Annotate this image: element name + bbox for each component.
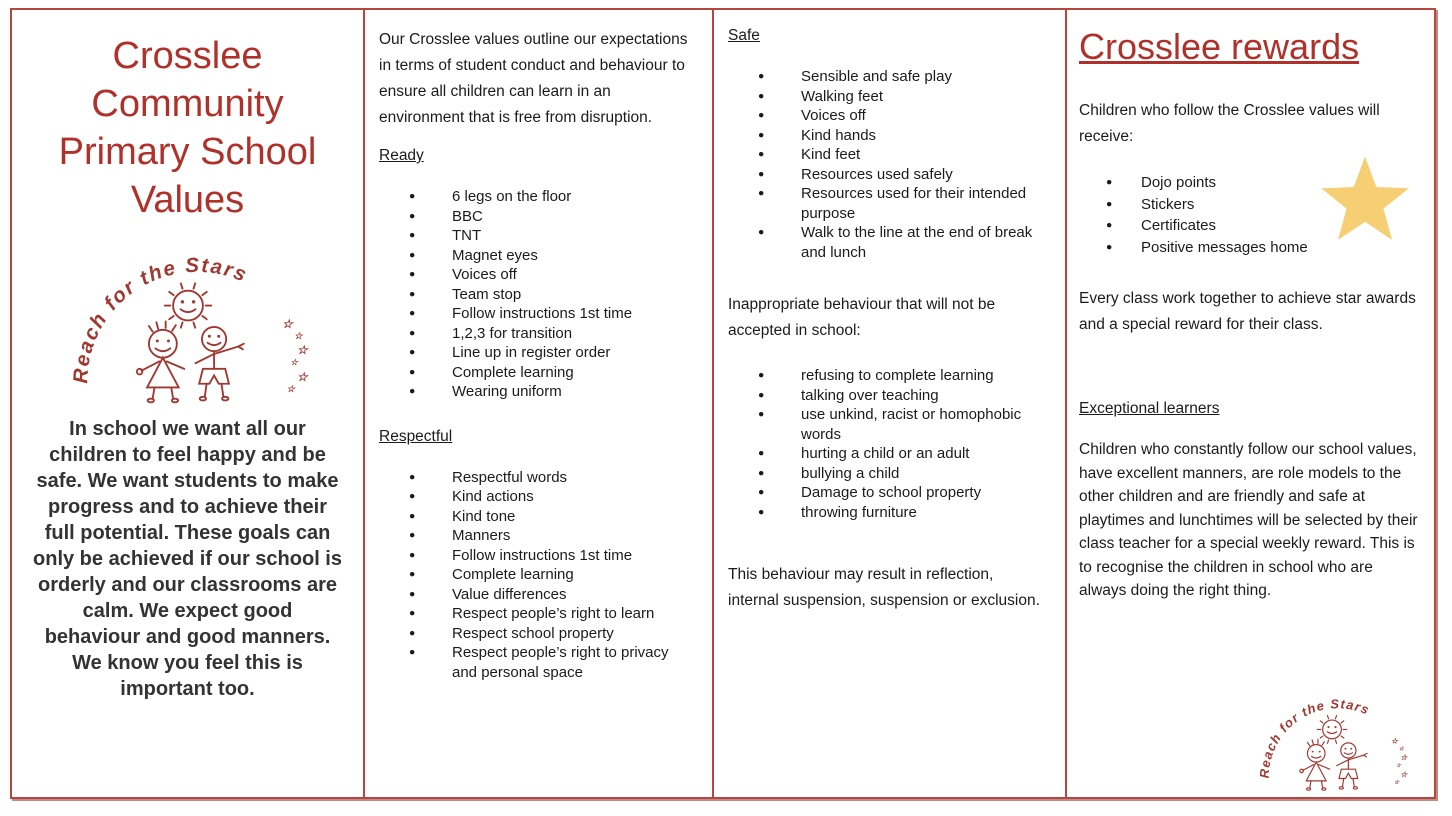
rewards-intro: Children who follow the Crosslee values will receive: xyxy=(1079,102,1380,145)
list-item: ● Voices off xyxy=(379,265,694,285)
list-item: ● Kind hands xyxy=(728,126,1047,146)
list-item: ● Dojo points xyxy=(1079,172,1418,194)
exceptional-text: Children who constantly follow our school values, have excellent manners, are role models to the other children and are friendly and safe at playtimes and lunchtimes will be selected by their class teacher for a special weekly reward. This is to recognise the children in school who are always doing the right thing. xyxy=(1079,441,1418,599)
exceptional-heading: Exceptional learners xyxy=(1079,400,1220,417)
list-item: ● BBC xyxy=(379,207,694,227)
list-item: ● Respect people’s right to privacy and personal space xyxy=(379,643,694,682)
list-item: ● Kind actions xyxy=(379,487,694,507)
list-item: ● Walk to the line at the end of break and lunch xyxy=(728,223,1047,262)
list-item: ● bullying a child xyxy=(728,464,1047,484)
list-item: ● Magnet eyes xyxy=(379,246,694,266)
list-item: ● Voices off xyxy=(728,106,1047,126)
rewards-panel xyxy=(1067,10,1434,797)
list-item: ● Complete learning xyxy=(379,565,694,585)
list-item: ● Respectful words xyxy=(379,468,694,488)
list-item: ● Follow instructions 1st time xyxy=(379,304,694,324)
list-item: ● Positive messages home xyxy=(1079,237,1418,259)
list-item: ● hurting a child or an adult xyxy=(728,444,1047,464)
list-item: ● Resources used safely xyxy=(728,165,1047,185)
list-item: ● Sensible and safe play xyxy=(728,67,1047,87)
school-title: Crosslee Community Primary School Values xyxy=(58,35,317,221)
list-item: ● Line up in register order xyxy=(379,343,694,363)
list-item: ● Certificates xyxy=(1079,215,1418,237)
list-item: ● Team stop xyxy=(379,285,694,305)
list-item: ● Follow instructions 1st time xyxy=(379,546,694,566)
safe-heading: Safe xyxy=(728,27,760,44)
list-item: ● use unkind, racist or homophobic words xyxy=(728,405,1047,444)
respectful-heading: Respectful xyxy=(379,427,453,445)
values-intro: Our Crosslee values outline our expectations in terms of student conduct and behaviour to ensure all children can learn in an environment that is free from disruption. xyxy=(379,31,688,126)
consequences-text: This behaviour may result in reflection, internal suspension, suspension or exclusion. xyxy=(728,566,1040,609)
list-item: ● Value differences xyxy=(379,585,694,605)
title-panel xyxy=(12,10,365,797)
list-item: ● talking over teaching xyxy=(728,386,1047,406)
safe-list xyxy=(728,67,1047,262)
list-item: ● throwing furniture xyxy=(728,503,1047,523)
list-item: ● TNT xyxy=(379,226,694,246)
list-item: ● Respect people’s right to learn xyxy=(379,604,694,624)
list-item: ● Kind tone xyxy=(379,507,694,527)
list-item: ● Resources used for their intended purpose xyxy=(728,184,1047,223)
inappropriate-list xyxy=(728,366,1047,522)
reach-for-the-stars-logo-small xyxy=(1256,692,1408,791)
list-item: ● Walking feet xyxy=(728,87,1047,107)
list-item: ● 1,2,3 for transition xyxy=(379,324,694,344)
values-panel-ready-respectful xyxy=(365,10,714,797)
rewards-heading: Crosslee rewards xyxy=(1079,26,1360,67)
list-item: ● refusing to complete learning xyxy=(728,366,1047,386)
list-item: ● Manners xyxy=(379,526,694,546)
list-item: ● Complete learning xyxy=(379,363,694,383)
inappropriate-intro: Inappropriate behaviour that will not be accepted in school: xyxy=(728,296,996,339)
mission-statement: In school we want all our children to feel happy and be safe. We want students to make progress and to achieve their full potential. These goals can only be achieved if our school is orderly and our classrooms are calm. We expect good behaviour and good manners. We know you feel this is important too. xyxy=(33,418,342,701)
ready-list xyxy=(379,187,694,402)
list-item: ● Respect school property xyxy=(379,624,694,644)
values-panel-safe xyxy=(714,10,1067,797)
respectful-list xyxy=(379,468,694,683)
list-item: ● 6 legs on the floor xyxy=(379,187,694,207)
ready-heading: Ready xyxy=(379,147,424,164)
list-item: ● Wearing uniform xyxy=(379,382,694,402)
reach-for-the-stars-logo xyxy=(67,246,309,404)
list-item: ● Damage to school property xyxy=(728,483,1047,503)
leaflet-page xyxy=(10,8,1436,799)
list-item: ● Kind feet xyxy=(728,145,1047,165)
star-icon xyxy=(1318,152,1412,244)
class-award-text: Every class work together to achieve star awards and a special reward for their class. xyxy=(1079,290,1416,333)
list-item: ● Stickers xyxy=(1079,194,1418,216)
